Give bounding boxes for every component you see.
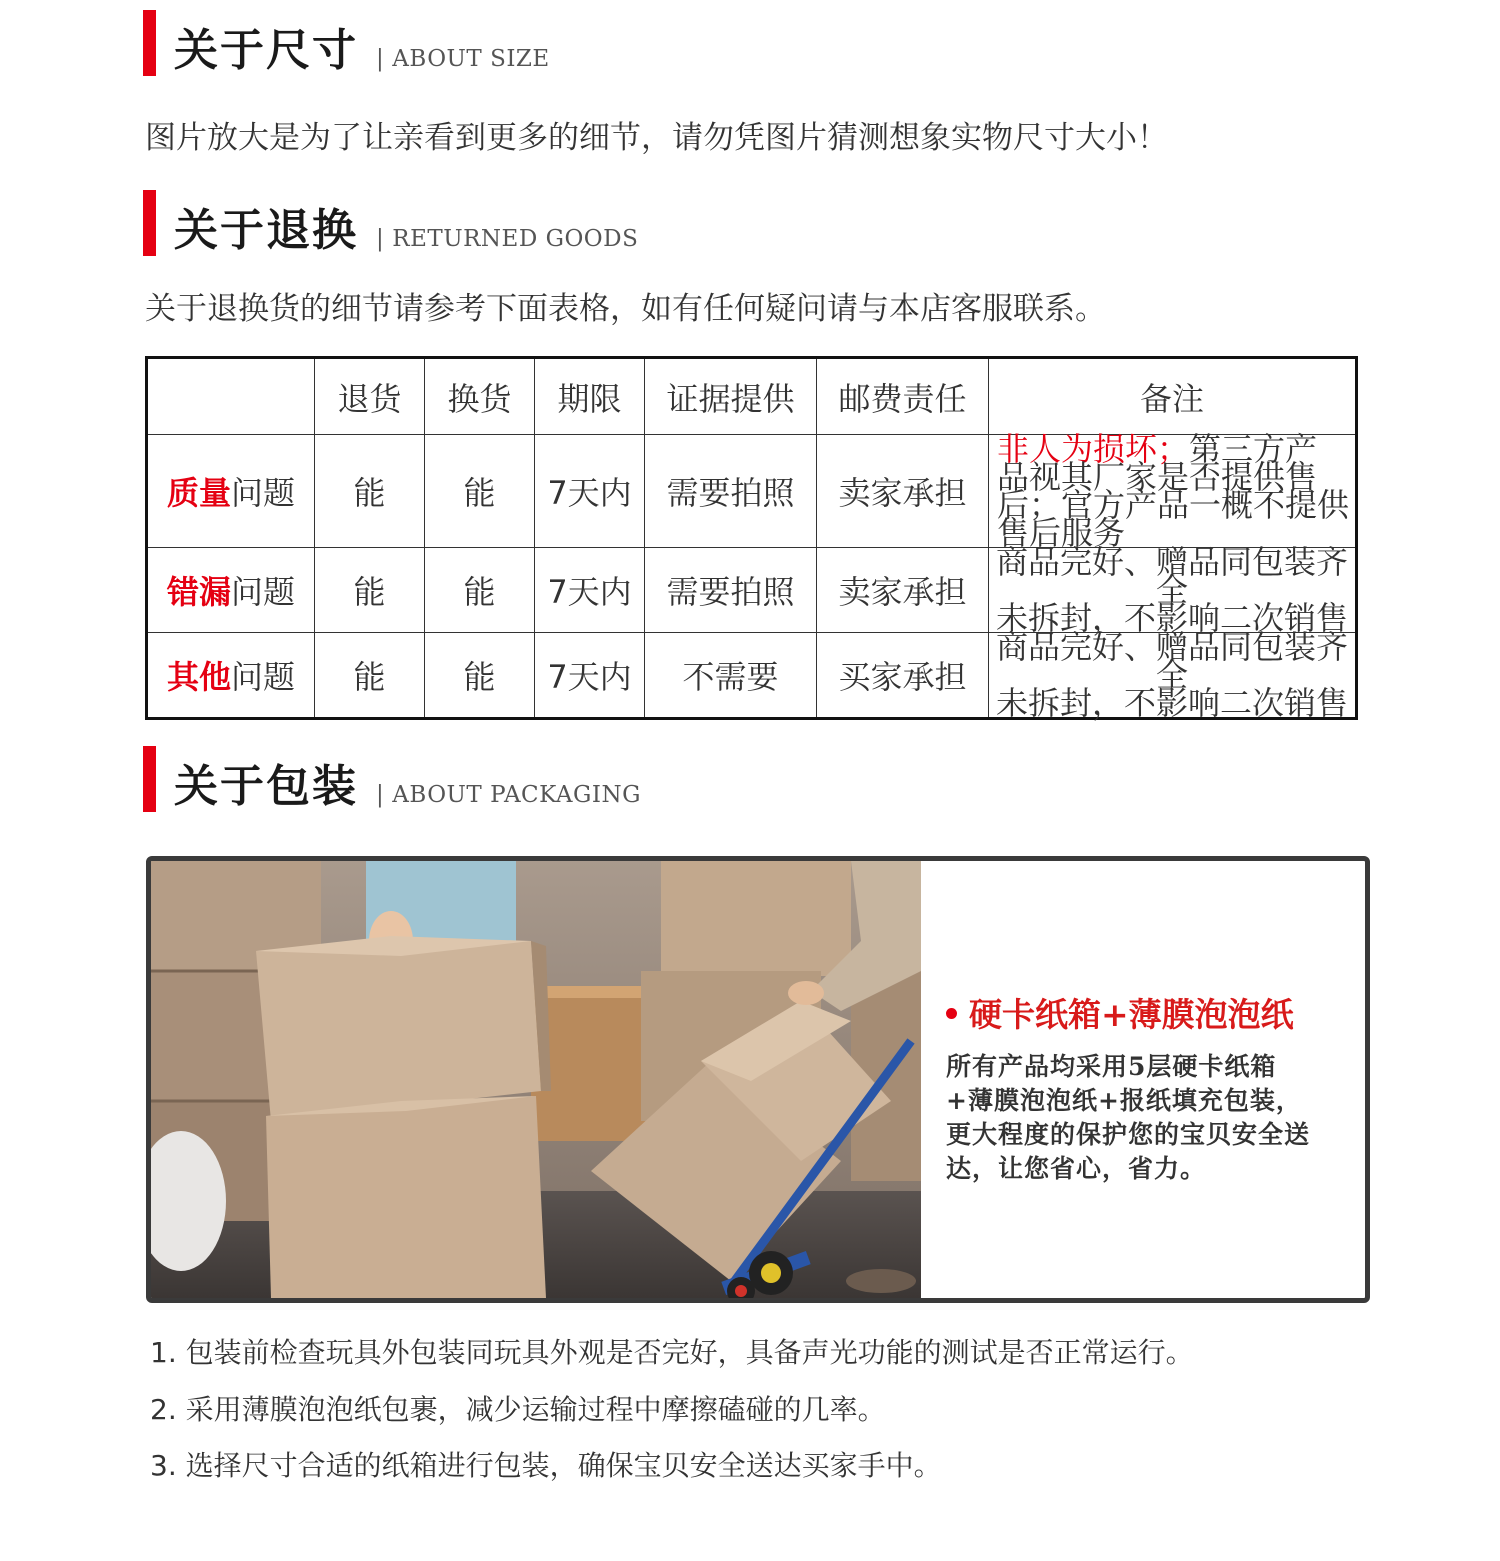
table-row (147, 548, 1357, 633)
table-row (147, 633, 1357, 719)
packaging-section-header (143, 746, 641, 812)
period-value: 7天内 (535, 435, 645, 548)
packaging-title-cn: 关于包装 (174, 761, 358, 812)
period-value: 7天内 (535, 548, 645, 633)
postage-value: 卖家承担 (817, 435, 989, 548)
note-value: 商品完好、赠品同包装齐全 未拆封，不影响二次销售 (989, 633, 1357, 719)
return-title-en: | RETURNED GOODS (376, 226, 639, 252)
list-item: 1. 包装前检查玩具外包装同玩具外观是否完好，具备声光功能的测试是否正常运行。 (150, 1336, 1194, 1369)
table-row (147, 435, 1357, 548)
section-marker (143, 190, 156, 256)
return-policy-table (145, 356, 1358, 720)
header-notes: 备注 (989, 358, 1357, 435)
header-return: 退货 (315, 358, 425, 435)
header-postage: 邮费责任 (817, 358, 989, 435)
postage-value: 卖家承担 (817, 548, 989, 633)
packaging-description (946, 989, 1356, 1186)
header-evidence: 证据提供 (645, 358, 817, 435)
packaging-photo (151, 861, 921, 1298)
exchange-value: 能 (425, 633, 535, 719)
header-cell-blank (147, 358, 315, 435)
row-title: 其他问题 (147, 633, 315, 719)
header-period: 期限 (535, 358, 645, 435)
packaging-title-en: | ABOUT PACKAGING (376, 782, 641, 808)
table-header-row (147, 358, 1357, 435)
return-title-cn: 关于退换 (174, 205, 358, 256)
note-value: 非人为损坏；第三方产品视其厂家是否提供售后；官方产品一概不提供售后服务 (989, 435, 1357, 548)
period-value: 7天内 (535, 633, 645, 719)
return-value: 能 (315, 633, 425, 719)
packaging-info-box (146, 856, 1370, 1303)
postage-value: 买家承担 (817, 633, 989, 719)
note-value: 商品完好、赠品同包装齐全 未拆封，不影响二次销售 (989, 548, 1357, 633)
row-title: 错漏问题 (147, 548, 315, 633)
packaging-box-text: 所有产品均采用5层硬卡纸箱+薄膜泡泡纸+报纸填充包装，更大程度的保护您的宝贝安全送达，让您省心，省力。 (946, 1052, 1311, 1183)
bullet-dot-icon (946, 1008, 957, 1019)
evidence-value: 需要拍照 (645, 435, 817, 548)
list-item: 2. 采用薄膜泡泡纸包裹，减少运输过程中摩擦磕碰的几率。 (150, 1393, 886, 1426)
size-section-header (143, 10, 550, 76)
evidence-value: 不需要 (645, 633, 817, 719)
row-title: 质量问题 (147, 435, 315, 548)
size-text: 图片放大是为了让亲看到更多的细节，请勿凭图片猜测想象实物尺寸大小！ (145, 120, 1168, 156)
header-exchange: 换货 (425, 358, 535, 435)
size-title-cn: 关于尺寸 (174, 25, 358, 76)
return-section-header (143, 190, 638, 256)
return-text: 关于退换货的细节请参考下面表格，如有任何疑问请与本店客服联系。 (145, 291, 1106, 327)
exchange-value: 能 (425, 548, 535, 633)
packaging-box-title: 硬卡纸箱+薄膜泡泡纸 (946, 989, 1356, 1036)
evidence-value: 需要拍照 (645, 548, 817, 633)
section-marker (143, 10, 156, 76)
size-title-en: | ABOUT SIZE (376, 46, 550, 72)
exchange-value: 能 (425, 435, 535, 548)
list-item: 3. 选择尺寸合适的纸箱进行包装，确保宝贝安全送达买家手中。 (150, 1449, 942, 1482)
section-marker (143, 746, 156, 812)
return-value: 能 (315, 548, 425, 633)
return-value: 能 (315, 435, 425, 548)
